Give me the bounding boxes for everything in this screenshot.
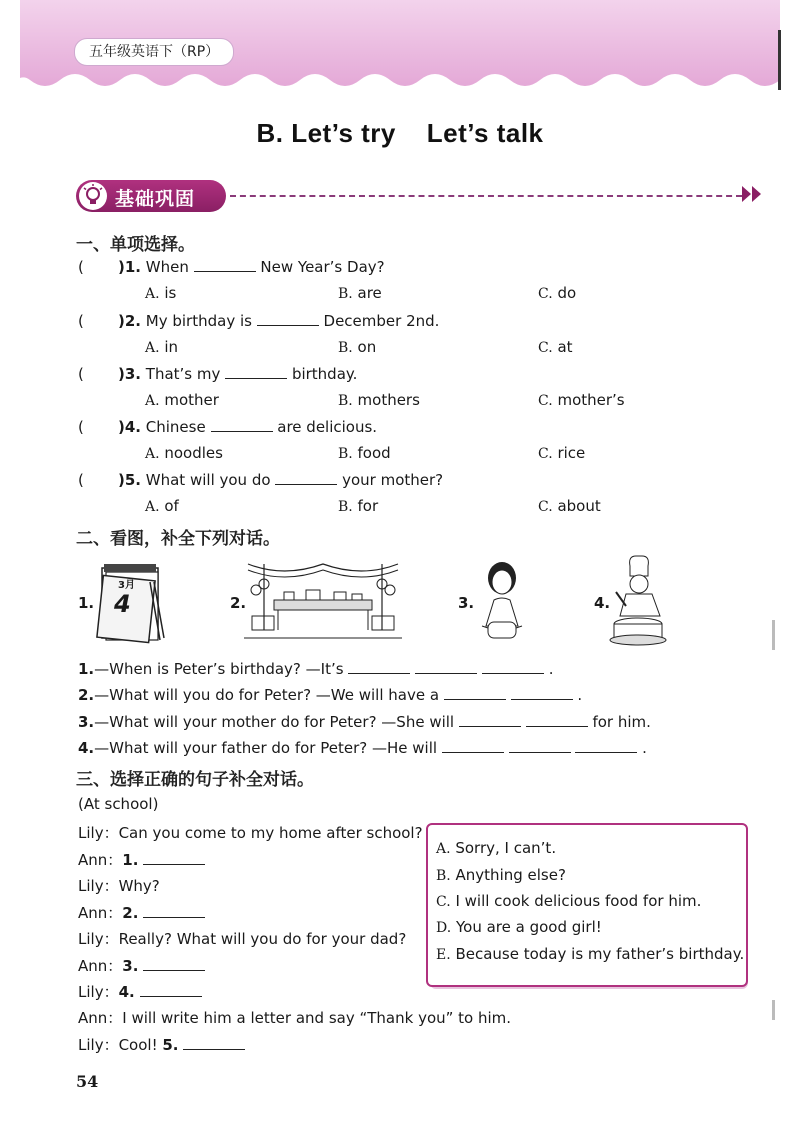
option-letter: C. <box>538 499 553 515</box>
option-text: Because today is my father’s birthday. <box>455 945 745 963</box>
question-stem-start: What will you do <box>145 471 271 489</box>
fill-blank[interactable] <box>211 419 273 432</box>
question-stem-end: birthday. <box>291 365 358 383</box>
arrow-right-icon <box>752 186 761 202</box>
option-text: I will cook delicious food for him. <box>455 892 702 910</box>
dialogue-text: Can you come to my home after school? <box>118 824 423 842</box>
question-stem-end: December 2nd. <box>323 312 440 330</box>
option-text: is <box>164 284 177 302</box>
option-letter: E. <box>436 947 451 963</box>
fill-blank[interactable] <box>509 740 571 753</box>
dialogue-line <box>78 928 406 949</box>
line-tail: . <box>642 739 647 757</box>
question-line <box>118 418 377 436</box>
speaker-name: Ann： <box>78 851 123 869</box>
line-text: —What will your mother do for Peter? —She will <box>94 713 455 731</box>
option-letter: D. <box>436 920 452 936</box>
dialogue-line <box>78 849 205 870</box>
fill-blank[interactable] <box>442 740 504 753</box>
option-choice[interactable] <box>145 391 219 409</box>
picture-label: 2. <box>230 594 247 612</box>
part1-heading: 一、单项选择。 <box>76 235 195 255</box>
answer-field[interactable] <box>96 312 116 330</box>
option-letter: A. <box>145 286 160 302</box>
question-number: )2. <box>118 312 141 330</box>
page-edge-mark <box>772 620 775 650</box>
fill-blank[interactable] <box>511 687 573 700</box>
dialogue-line <box>78 875 160 896</box>
option-letter: B. <box>338 340 353 356</box>
dialogue-line <box>78 739 647 757</box>
option-choice[interactable] <box>538 391 625 409</box>
question-number: )3. <box>118 365 141 383</box>
dialogue-text: I will write him a letter and say “Thank you” to him. <box>122 1009 512 1027</box>
option-text: food <box>357 444 391 462</box>
option-choice[interactable] <box>338 391 420 409</box>
speaker-name: Lily： <box>78 1036 119 1054</box>
option-letter: A. <box>145 340 160 356</box>
blank-number: 3. <box>122 957 139 975</box>
option-choice[interactable] <box>338 497 378 515</box>
fill-blank[interactable] <box>143 958 205 971</box>
option-choice[interactable] <box>538 284 576 302</box>
line-tail: for him. <box>592 713 651 731</box>
option-letter: C. <box>538 393 553 409</box>
dialogue-text: Why? <box>118 877 160 895</box>
option-letter: C. <box>538 446 553 462</box>
blank-number: 4. <box>118 983 135 1001</box>
question-stem-start: When <box>145 258 189 276</box>
option-letter: C. <box>538 340 553 356</box>
answer-option <box>436 892 701 910</box>
dialogue-line <box>78 1034 245 1055</box>
option-letter: A. <box>145 393 160 409</box>
question-stem-end: are delicious. <box>277 418 378 436</box>
part2-heading: 二、看图，补全下列对话。 <box>76 529 280 549</box>
dialogue-setting: (At school) <box>78 795 159 813</box>
question-line <box>118 365 357 383</box>
speaker-name: Ann： <box>78 957 123 975</box>
fill-blank[interactable] <box>194 259 256 272</box>
mother-cooking-picture <box>472 556 534 646</box>
answer-paren: ( <box>78 471 84 489</box>
dashed-divider <box>230 195 742 197</box>
option-text: mother’s <box>557 391 625 409</box>
option-choice[interactable] <box>338 338 376 356</box>
line-text: —What will your father do for Peter? —He will <box>94 739 438 757</box>
fill-blank[interactable] <box>183 1037 245 1050</box>
option-choice[interactable] <box>538 444 585 462</box>
answer-option <box>436 945 744 963</box>
answer-paren: ( <box>78 312 84 330</box>
option-text: You are a good girl! <box>455 918 602 936</box>
option-text: rice <box>557 444 586 462</box>
speaker-name: Ann： <box>78 904 123 922</box>
option-text: noodles <box>164 444 223 462</box>
answer-field[interactable] <box>96 365 116 383</box>
page-title: B. Let’s try Let’s talk <box>256 118 544 148</box>
option-choice[interactable] <box>338 284 382 302</box>
fill-blank[interactable] <box>444 687 506 700</box>
dialogue-line <box>78 713 651 731</box>
picture-label: 1. <box>78 594 95 612</box>
calendar-month: 3月 <box>118 580 135 591</box>
arrow-right-icon <box>742 186 751 202</box>
dialogue-line <box>78 955 205 976</box>
blank-number: 1. <box>122 851 139 869</box>
answer-field[interactable] <box>96 471 116 489</box>
dialogue-line <box>78 660 553 678</box>
line-number: 2. <box>78 686 95 704</box>
answer-paren: ( <box>78 418 84 436</box>
picture-label: 3. <box>458 594 475 612</box>
dialogue-line <box>78 902 205 923</box>
question-stem-end: your mother? <box>342 471 444 489</box>
answer-option <box>436 918 602 936</box>
book-label: 五年级英语下（RP） <box>74 38 234 66</box>
option-choice[interactable] <box>145 284 176 302</box>
question-line <box>118 471 443 489</box>
dialogue-line <box>78 981 202 1002</box>
line-number: 3. <box>78 713 95 731</box>
question-stem-end: New Year’s Day? <box>260 258 385 276</box>
option-letter: B. <box>436 868 451 884</box>
dialogue-line <box>78 822 423 843</box>
blank-number: 5. <box>162 1036 179 1054</box>
answer-paren: ( <box>78 365 84 383</box>
option-text: Sorry, I can’t. <box>455 839 557 857</box>
page-number: 54 <box>76 1072 99 1091</box>
fill-blank[interactable] <box>482 661 544 674</box>
question-number: )1. <box>118 258 141 276</box>
fill-blank[interactable] <box>143 905 205 918</box>
option-choice[interactable] <box>145 338 178 356</box>
question-number: )4. <box>118 418 141 436</box>
answer-option <box>436 839 556 857</box>
lightbulb-icon <box>79 182 107 210</box>
option-choice[interactable] <box>145 497 179 515</box>
picture-label: 4. <box>594 594 611 612</box>
option-text: Anything else? <box>455 866 566 884</box>
option-text: in <box>164 338 179 356</box>
calendar-day: 4 <box>114 590 131 618</box>
fill-blank[interactable] <box>257 313 319 326</box>
option-text: at <box>557 338 573 356</box>
option-letter: B. <box>338 393 353 409</box>
option-choice[interactable] <box>338 444 391 462</box>
question-line <box>118 258 385 276</box>
speaker-name: Lily： <box>78 824 119 842</box>
option-letter: A. <box>145 446 160 462</box>
party-picture <box>244 560 402 642</box>
option-choice[interactable] <box>538 497 601 515</box>
option-choice[interactable] <box>145 444 223 462</box>
line-number: 4. <box>78 739 95 757</box>
speaker-name: Lily： <box>78 930 119 948</box>
option-text: of <box>164 497 179 515</box>
fill-blank[interactable] <box>275 472 337 485</box>
speaker-name: Ann： <box>78 1009 123 1027</box>
option-letter: C. <box>436 894 451 910</box>
line-text: —What will you do for Peter? —We will have a <box>94 686 440 704</box>
option-letter: B. <box>338 446 353 462</box>
line-text: —When is Peter’s birthday? —It’s <box>94 660 344 678</box>
fill-blank[interactable] <box>225 366 287 379</box>
answer-option <box>436 866 566 884</box>
answer-field[interactable] <box>96 258 116 276</box>
page-edge-mark <box>772 1000 775 1020</box>
answer-field[interactable] <box>96 418 116 436</box>
option-letter: C. <box>538 286 553 302</box>
option-text: for <box>357 497 379 515</box>
question-line <box>118 312 439 330</box>
option-text: about <box>557 497 601 515</box>
fill-blank[interactable] <box>526 714 588 727</box>
fill-blank[interactable] <box>575 740 637 753</box>
option-letter: B. <box>338 499 353 515</box>
option-text: do <box>557 284 577 302</box>
option-text: are <box>357 284 382 302</box>
line-number: 1. <box>78 660 95 678</box>
option-text: mother <box>164 391 219 409</box>
question-number: )5. <box>118 471 141 489</box>
question-stem-start: Chinese <box>145 418 206 436</box>
fill-blank[interactable] <box>348 661 410 674</box>
line-tail: . <box>577 686 583 704</box>
dialogue-line <box>78 686 582 704</box>
fill-blank[interactable] <box>459 714 521 727</box>
speaker-name: Lily： <box>78 983 119 1001</box>
option-text: on <box>357 338 377 356</box>
option-text: mothers <box>357 391 420 409</box>
dialogue-text: Really? What will you do for your dad? <box>118 930 407 948</box>
option-letter: B. <box>338 286 353 302</box>
blank-number: 2. <box>122 904 139 922</box>
section-banner-label: 基础巩固 <box>115 188 196 210</box>
option-letter: A. <box>145 499 160 515</box>
fill-blank[interactable] <box>140 984 202 997</box>
line-tail: . <box>548 660 554 678</box>
option-letter: A. <box>436 841 451 857</box>
fill-blank[interactable] <box>143 852 205 865</box>
dialogue-line <box>78 1007 511 1028</box>
part3-heading: 三、选择正确的句子补全对话。 <box>76 770 314 790</box>
option-choice[interactable] <box>538 338 573 356</box>
father-cake-picture <box>606 552 684 648</box>
question-stem-start: That’s my <box>145 365 221 383</box>
dialogue-text: Cool! <box>118 1036 158 1054</box>
speaker-name: Lily： <box>78 877 119 895</box>
page-edge-mark <box>778 30 781 90</box>
question-stem-start: My birthday is <box>145 312 252 330</box>
answer-paren: ( <box>78 258 84 276</box>
fill-blank[interactable] <box>415 661 477 674</box>
